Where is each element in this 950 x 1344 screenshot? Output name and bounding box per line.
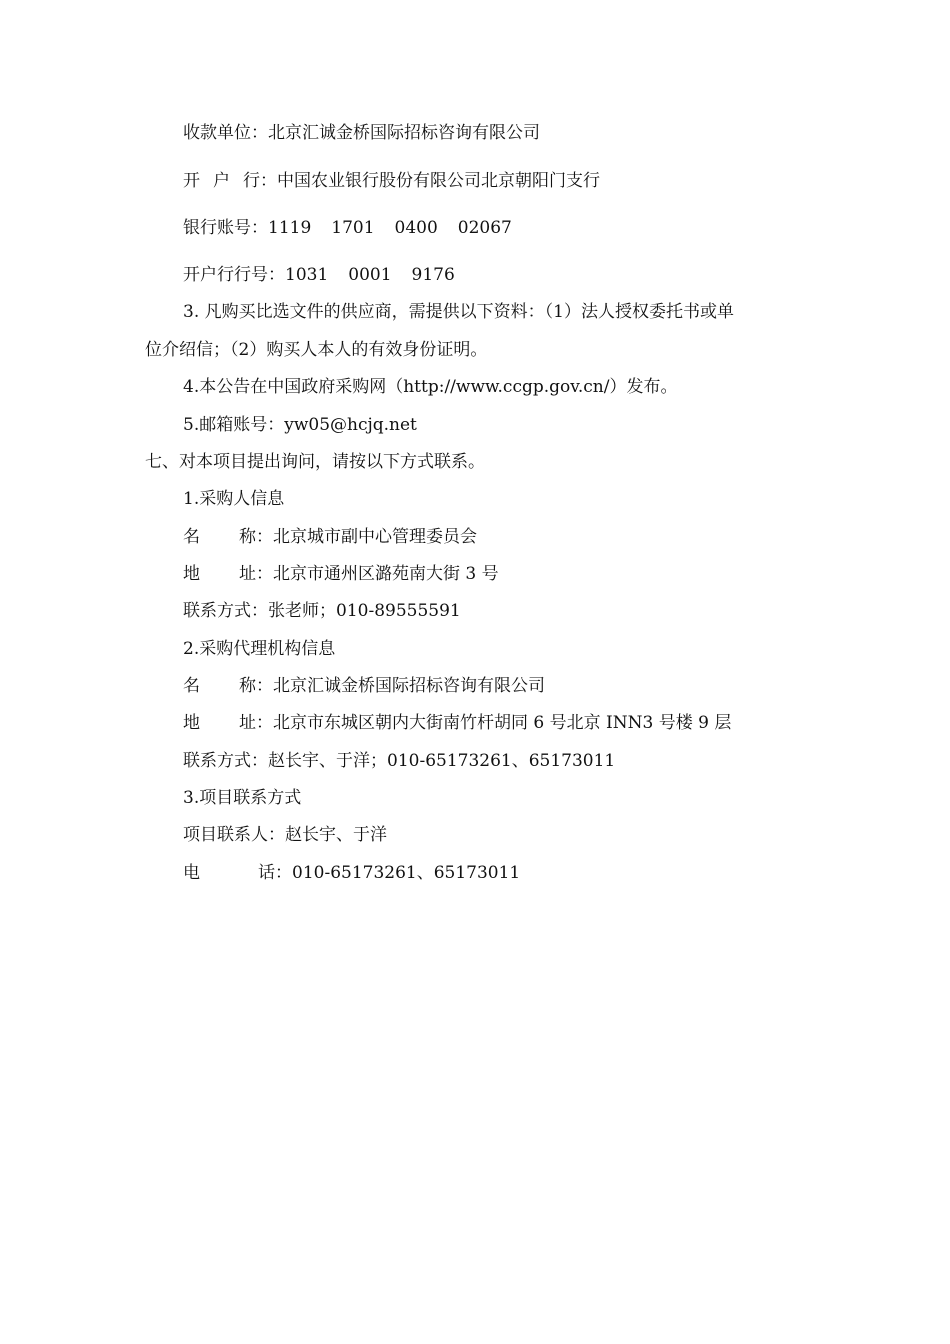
- agency-contact-label: 联系方式：: [183, 751, 268, 771]
- payee-account-part: 0400: [394, 218, 438, 238]
- payee-account-part: 1701: [331, 218, 375, 238]
- project-person-value: 赵长宇、于洋: [285, 825, 387, 845]
- project-person-label: 项目联系人：: [183, 825, 285, 845]
- purchaser-address-label-a: 地: [183, 564, 200, 584]
- payee-bank-no-label: 开户行行号：: [183, 265, 285, 285]
- project-phone-label-b: 话：: [258, 863, 292, 883]
- payee-bank-no-part: 9176: [411, 265, 455, 285]
- agency-name-label-a: 名: [183, 676, 200, 696]
- agency-address-line: [183, 713, 731, 733]
- agency-contact-line: [183, 751, 615, 771]
- purchaser-name-value: 北京城市副中心管理委员会: [273, 527, 477, 547]
- payee-bank-label-2: 户: [213, 171, 230, 191]
- section-7-heading: 七、对本项目提出询问，请按以下方式联系。: [145, 452, 485, 472]
- purchaser-address-value: 北京市通州区潞苑南大街 3 号: [273, 564, 499, 584]
- purchaser-contact-value: 张老师；010-89555591: [268, 601, 461, 621]
- purchaser-address-label-b: 址：: [239, 564, 273, 584]
- agency-title: 2.采购代理机构信息: [183, 639, 336, 659]
- payee-bank-value: 中国农业银行股份有限公司北京朝阳门支行: [277, 171, 600, 191]
- purchaser-title: 1.采购人信息: [183, 489, 285, 509]
- agency-address-value: 北京市东城区朝内大街南竹杆胡同 6 号北京 INN3 号楼 9 层: [273, 713, 732, 733]
- purchaser-name-line: [183, 527, 477, 547]
- payee-bank-no-part: 0001: [348, 265, 392, 285]
- project-person-line: [183, 825, 387, 845]
- note-item-3-line-1: 3. 凡购买比选文件的供应商，需提供以下资料：（1）法人授权委托书或单: [183, 302, 734, 322]
- payee-bank-no-line: [183, 265, 455, 285]
- payee-account-part: 02067: [457, 218, 512, 238]
- payee-bank-label-3: 行：: [243, 171, 277, 191]
- agency-address-label-b: 址：: [239, 713, 273, 733]
- agency-name-label-b: 称：: [239, 676, 273, 696]
- payee-bank-line: [183, 171, 600, 191]
- agency-address-label-a: 地: [183, 713, 200, 733]
- payee-account-line: [183, 218, 512, 238]
- project-phone-line: [183, 863, 520, 883]
- note-item-3-line-2: 位介绍信；（2）购买人本人的有效身份证明。: [145, 340, 488, 360]
- project-phone-value: 010-65173261、65173011: [292, 863, 521, 883]
- payee-unit-label: 收款单位：: [183, 123, 268, 143]
- agency-name-line: [183, 676, 545, 696]
- purchaser-contact-line: [183, 601, 461, 621]
- purchaser-address-line: [183, 564, 499, 584]
- payee-bank-label-1: 开: [183, 171, 200, 191]
- payee-bank-no-part: 1031: [285, 265, 329, 285]
- note-item-5: 5.邮箱账号：yw05@hcjq.net: [183, 415, 417, 435]
- purchaser-contact-label: 联系方式：: [183, 601, 268, 621]
- purchaser-name-label-b: 称：: [239, 527, 273, 547]
- project-phone-label-a: 电: [183, 863, 200, 883]
- note-item-4: 4.本公告在中国政府采购网（http://www.ccgp.gov.cn/）发布。: [183, 377, 678, 397]
- agency-contact-value: 赵长宇、于洋；010-65173261、65173011: [268, 751, 616, 771]
- payee-unit-value: 北京汇诚金桥国际招标咨询有限公司: [268, 123, 540, 143]
- project-contact-title: 3.项目联系方式: [183, 788, 302, 808]
- purchaser-name-label-a: 名: [183, 527, 200, 547]
- payee-account-label: 银行账号：: [183, 218, 268, 238]
- payee-unit-line: [183, 123, 540, 143]
- payee-account-part: 1119: [268, 218, 312, 238]
- agency-name-value: 北京汇诚金桥国际招标咨询有限公司: [273, 676, 545, 696]
